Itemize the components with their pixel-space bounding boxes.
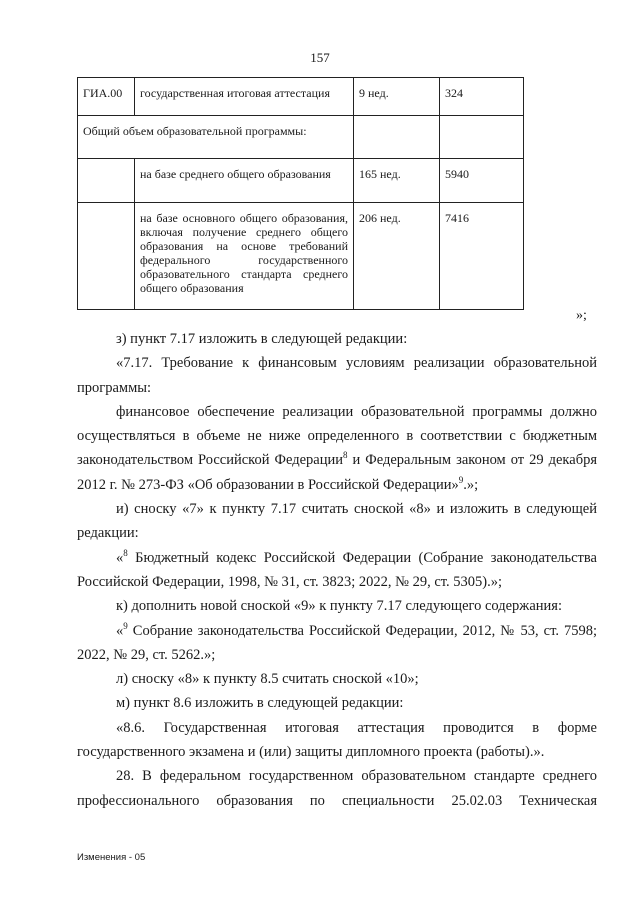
paragraph: «8.6. Государственная итоговая аттестация проводится в форме государственного экзамена и (или) защиты дипломного проекта (работы).». (77, 719, 597, 761)
footnote-ref: 8 (342, 450, 348, 461)
table-cell-hours: 324 (440, 78, 524, 116)
footnote-ref: 8 (123, 547, 128, 558)
text-run: « (116, 549, 124, 566)
paragraph: 28. В федеральном государственном образовательном стандарте среднего профессионального образования по специальности 25.02.03 Техническая (77, 768, 597, 809)
body-text (77, 327, 597, 813)
table-cell-code (78, 159, 135, 203)
name-line: федерального государственного (140, 253, 348, 267)
paragraph: з) пункт 7.17 изложить в следующей редакции: (116, 331, 408, 347)
paragraph (77, 546, 597, 595)
closing-quote: »; (576, 308, 587, 323)
paragraph: и) сноску «7» к пункту 7.17 считать сноской «8» и изложить в следующей редакции: (77, 501, 597, 542)
table-cell-weeks: 206 нед. (354, 203, 440, 310)
text-run: финансовое обеспечение реализации образовательной программы должно осуществляться в объеме не ниже определенного в соответствии с бюджетным законодательством Российской Федерации (77, 403, 597, 469)
table-row (78, 203, 524, 310)
footer-label: Изменения - 05 (77, 852, 146, 863)
paragraph (77, 619, 597, 668)
table-row (78, 78, 524, 116)
name-line: образования на основе требований (140, 239, 348, 253)
table-cell-total-label: Общий объем образовательной программы: (78, 116, 354, 159)
footnote-ref: 9 (123, 620, 128, 631)
table-cell-hours: 7416 (440, 203, 524, 310)
name-line: образовательного стандарта среднего (140, 267, 348, 281)
table-cell-code: ГИА.00 (78, 78, 135, 116)
text-run: « (116, 622, 124, 639)
paragraph: «7.17. Требование к финансовым условиям реализации образовательной программы: (77, 355, 597, 396)
table-cell-hours (440, 116, 524, 159)
name-line: на базе основного общего образования, (140, 211, 348, 225)
table-cell-name: государственная итоговая аттестация (135, 78, 354, 116)
table-cell-name: на базе среднего общего образования (135, 159, 354, 203)
name-line: общего образования (140, 281, 244, 295)
text-run: и Федеральным законом от 29 декабря 2012 г. № 273-ФЗ «Об образовании в Российской Федерации» (77, 452, 597, 493)
table-row (78, 159, 524, 203)
paragraph: л) сноску «8» к пункту 8.5 считать сноской «10»; (116, 671, 419, 688)
page-number: 157 (310, 50, 330, 65)
text-run: Собрание законодательства Российской Федерации, 2012, № 53, ст. 7598; 2022, № 29, ст. 5262.»; (77, 622, 597, 663)
name-line: включая получение среднего общего (140, 225, 348, 239)
table-cell-code (78, 203, 135, 310)
table-cell-hours: 5940 (440, 159, 524, 203)
paragraph (77, 400, 597, 497)
table-cell-weeks (354, 116, 440, 159)
footnote-ref: 9 (458, 474, 464, 485)
paragraph: к) дополнить новой сноской «9» к пункту 7.17 следующего содержания: (116, 598, 562, 615)
paragraph: м) пункт 8.6 изложить в следующей редакции: (116, 695, 404, 712)
table-row (78, 116, 524, 159)
text-run: .»; (463, 476, 479, 493)
text-run: Бюджетный кодекс Российской Федерации (Собрание законодательства Российской Федерации, 1998, № 31, ст. 3823; 2022, № 29, ст. 5305).»; (77, 549, 597, 590)
table-cell-weeks: 9 нед. (354, 78, 440, 116)
table-cell-name (135, 203, 354, 310)
curriculum-table (77, 77, 524, 310)
table-cell-weeks: 165 нед. (354, 159, 440, 203)
